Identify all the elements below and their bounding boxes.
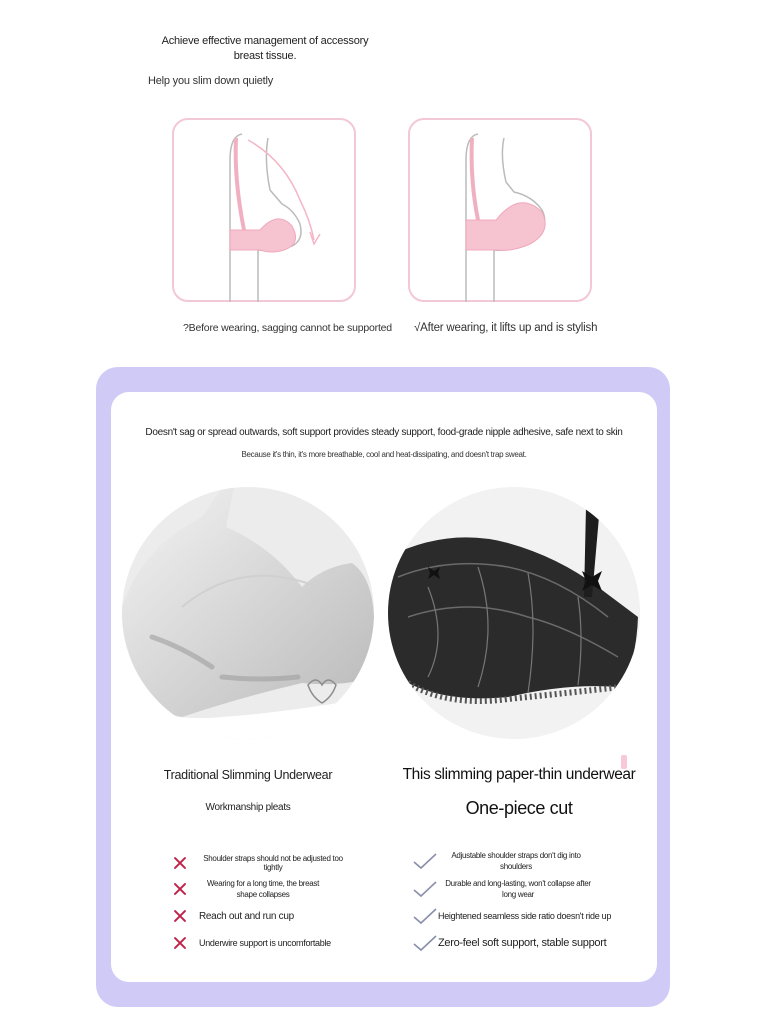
feature-title: Achieve effective management of accessory breast tissue.: [161, 35, 369, 62]
x-icon: [173, 882, 187, 896]
traditional-item: [173, 936, 353, 950]
x-icon: [173, 909, 187, 923]
check-icon: [412, 852, 438, 870]
check-icon: [412, 907, 438, 925]
product-title: This slimming paper-thin underwear: [402, 766, 636, 783]
after-illustration-card: [408, 118, 592, 302]
product-item: [412, 934, 632, 952]
product-item: [412, 850, 612, 872]
panel-headline: Doesn't sag or spread outwards, soft support provides steady support, food-grade nipple adhesive, safe next to skin: [145, 427, 623, 438]
check-icon: [412, 880, 438, 898]
x-icon: [173, 936, 187, 950]
after-body-illustration: [410, 120, 594, 304]
product-item: [412, 907, 622, 925]
traditional-item: [173, 854, 353, 872]
product-subtitle: One-piece cut: [465, 798, 573, 818]
feature-subtitle: Help you slim down quietly: [148, 75, 274, 87]
before-body-illustration: [174, 120, 358, 304]
traditional-item-text: Shoulder straps should not be adjusted too tightly: [203, 854, 343, 872]
lace-bra-photo: [388, 487, 640, 739]
check-icon: [412, 934, 438, 952]
traditional-bra-photo: [122, 487, 374, 739]
product-item-text: Heightened seamless side ratio doesn't ride up: [438, 911, 612, 921]
product-item-text: Durable and long-lasting, won't collapse after long wear: [445, 879, 591, 899]
before-caption: ?Before wearing, sagging cannot be supported: [183, 322, 392, 334]
before-illustration-card: [172, 118, 356, 302]
product-item-text: Zero-feel soft support, stable support: [438, 937, 607, 949]
product-item-text: Adjustable shoulder straps don't dig into shoulders: [451, 851, 581, 871]
traditional-title: Traditional Slimming Underwear: [163, 768, 333, 782]
traditional-item-text: Reach out and run cup: [199, 910, 294, 922]
traditional-item-text: Underwire support is uncomfortable: [199, 938, 331, 948]
traditional-subtitle: Workmanship pleats: [205, 802, 291, 813]
traditional-item: [173, 909, 353, 923]
product-item: [412, 878, 612, 900]
panel-subline: Because it's thin, it's more breathable, cool and heat-dissipating, and doesn't trap sweat.: [241, 450, 527, 459]
traditional-item-text: Wearing for a long time, the breast shape collapses: [206, 879, 320, 899]
traditional-item: [173, 878, 353, 900]
after-caption: √After wearing, it lifts up and is stylish: [414, 322, 598, 334]
x-icon: [173, 856, 187, 870]
